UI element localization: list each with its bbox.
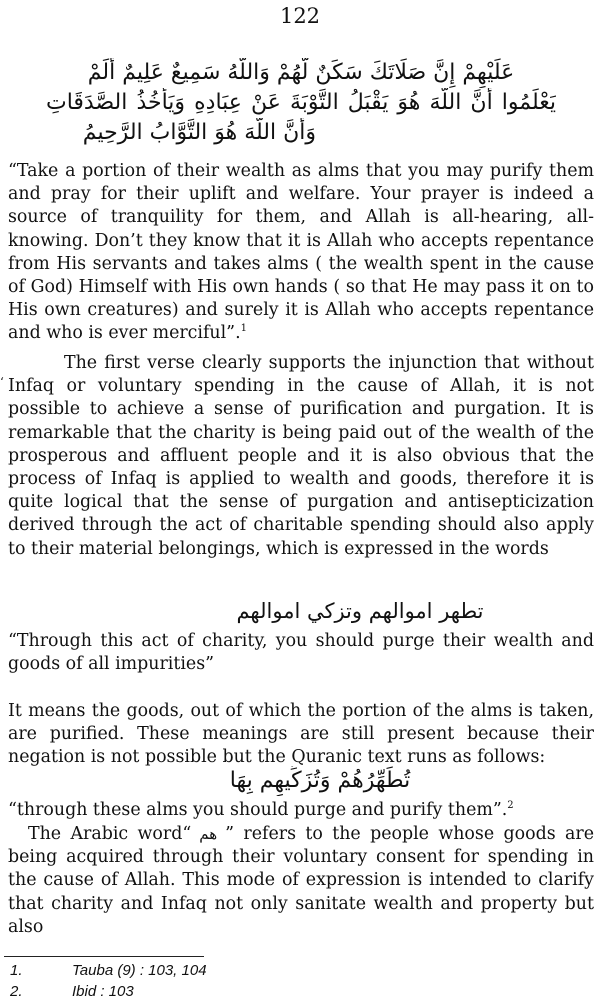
footnote-ref-1: 1 <box>240 323 247 335</box>
footnote-item <box>10 960 570 981</box>
footnote-number: 2. <box>10 983 23 1000</box>
page-number: 122 <box>279 4 321 28</box>
footnotes <box>10 960 570 1002</box>
footnote-text: Tauba (9) : 103, 104 <box>72 962 207 979</box>
translation-quote-text: “Take a portion of their wealth as alms that you may purify them and pray for their uplift and welfare. Your prayer is indeed a source of tranquility for them, and Allah is all-hearing, all-knowing. Don’t they know that it is Allah who accepts repentance from His servants and takes alms ( the wealth spent in the cause of God) Himself with His own hands ( so that He may pass it on to His own creatures) and surely it is Allah who accepts repentance and who is ever merciful”. <box>8 161 594 344</box>
quote-purge: “Through this act of charity, you should purge their wealth and goods of all impurities” <box>8 631 594 675</box>
quote-through-alms <box>8 799 594 822</box>
footnote-number: 1. <box>10 962 23 979</box>
paragraph-infaq: The first verse clearly supports the injunction that without Infaq or voluntary spending in the cause of Allah, it is not possible to achieve a sense of purification and purgation. It is remarkable that the charity is being paid out of the wealth of the prosperous and affluent people and it is also obvious that the process of Infaq is applied to wealth and goods, therefore it is quite logical that the sense of purgation and antisepticization derived through the act of charitable spending should also apply to their material belongings, which is expressed in the words <box>8 353 594 559</box>
arabic-verse <box>46 58 556 148</box>
footnote-item <box>10 981 570 1002</box>
margin-mark: ‘ <box>0 375 4 389</box>
arabic-phrase-wealth: تطهر اموالهم وتزكي اموالهم <box>236 599 484 623</box>
arabic-word-intro: The Arabic word“ <box>28 824 192 844</box>
footnote-divider <box>4 956 204 957</box>
arabic-verse-line-3: وَأَنَّ اللَّهَ هُوَ التَّوَّابُ الرَّحِيمُ <box>82 120 316 145</box>
paragraph-means: It means the goods, out of which the portion of the alms is taken, are purified. These meanings are still present because their negation is not possible but the Quranic text runs as follows: <box>8 701 594 768</box>
arabic-word-rest: ” refers to the people whose goods are being acquired through their voluntary consent for spending in the cause of Allah. This mode of expression is intended to clarify that charity and Infaq not only sanitate wealth and property but also <box>8 824 594 937</box>
arabic-phrase-purify: تُطَهِّرُهُمْ وَتُزَكِّيهِم بِهَا <box>229 768 411 793</box>
footnote-ref-2: 2 <box>507 800 514 812</box>
quote-through-alms-text: “through these alms you should purge and purify them”. <box>8 800 508 820</box>
translation-quote <box>8 160 594 346</box>
arabic-verse-line-1: عَلَيْهِمْ إِنَّ صَلَاتَكَ سَكَنٌ لَّهُمْ وَاللَّهُ سَمِيعٌ عَلِيمٌ أَلَمْ <box>87 60 515 85</box>
footnote-text: Ibid : 103 <box>72 983 134 1000</box>
arabic-verse-line-2: يَعْلَمُوا أَنَّ اللَّهَ هُوَ يَقْبَلُ التَّوْبَةَ عَنْ عِبَادِهِ وَيَأْخُذُ الصَّدَقَاتِ <box>46 90 556 115</box>
paragraph-arabic-word <box>8 823 594 939</box>
arabic-word-inline: هم <box>199 825 218 843</box>
